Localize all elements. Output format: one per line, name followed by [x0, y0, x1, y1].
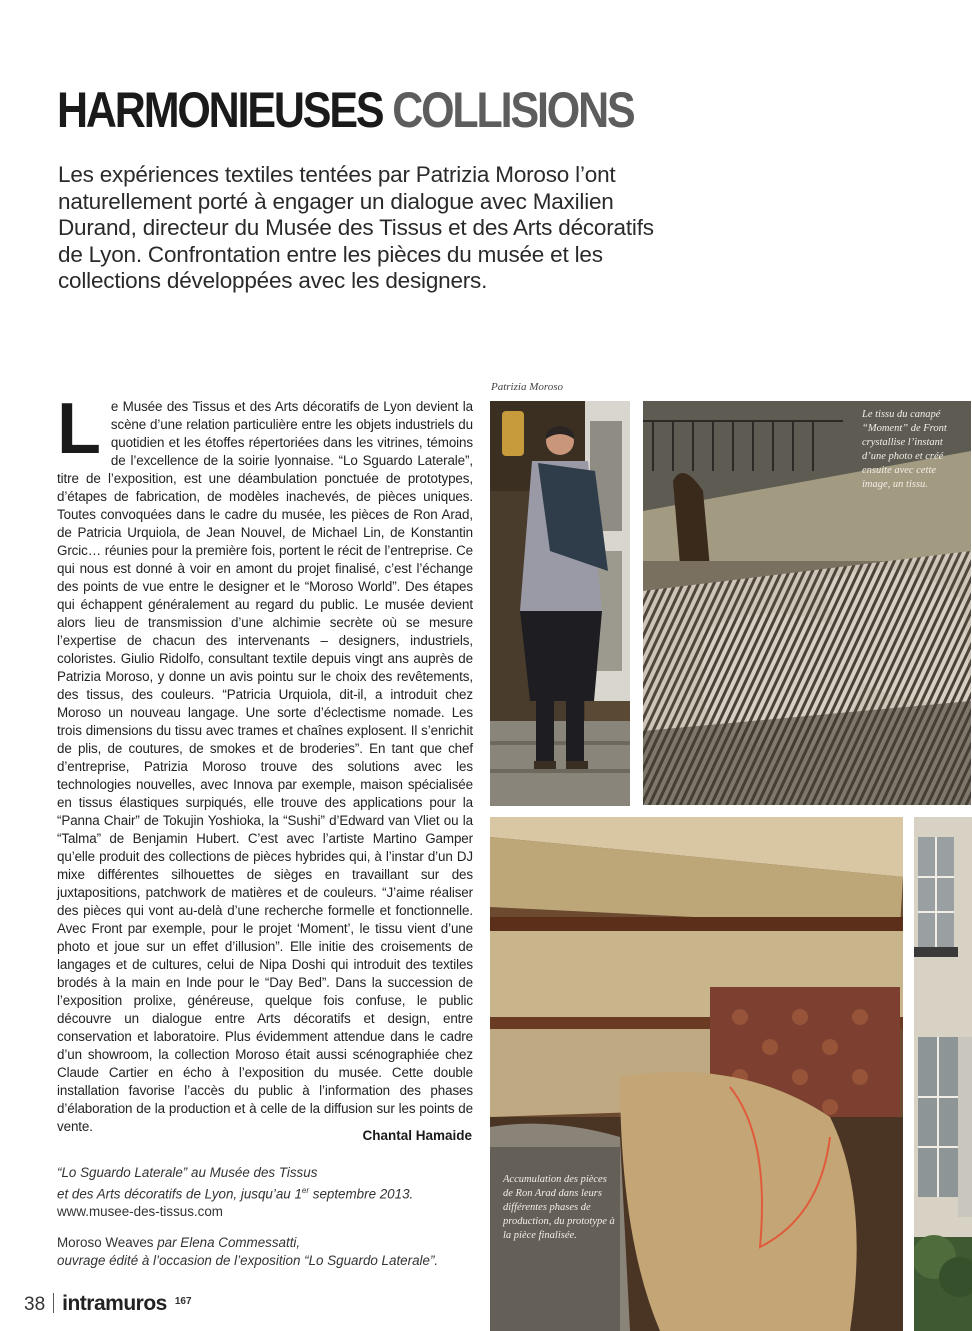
- dropcap: L: [57, 389, 101, 469]
- page-footer: [24, 1290, 192, 1316]
- article-title: [57, 82, 634, 138]
- exhibition-line-1: “Lo Sguardo Laterale” au Musée des Tissus: [57, 1165, 318, 1180]
- exhibition-info: [57, 1164, 477, 1221]
- article-body: [57, 389, 473, 1136]
- title-dark: HARMONIEUSES: [57, 82, 383, 138]
- issue-number: 167: [174, 1296, 192, 1307]
- footer-divider: [53, 1293, 54, 1313]
- exhibition-date-pre: et des Arts décoratifs de Lyon, jusqu’au 1: [57, 1186, 302, 1202]
- book-line-1: [57, 1234, 487, 1252]
- book-info: [57, 1234, 487, 1270]
- arad-caption: Accumulation des pièces de Ron Arad dans leurs différentes phases de production, du prototype à la pièce finalisée.: [503, 1174, 615, 1241]
- book-author: par Elena Commessatti,: [157, 1235, 301, 1250]
- magazine-name: intramuros: [62, 1292, 167, 1315]
- front-caption: Le tissu du canapé “Moment” de Front crystallise l’instant d’une photo et créé ensuite avec cette image, un tissu.: [862, 409, 947, 490]
- book-description: ouvrage édité à l’occasion de l’exposition “Lo Sguardo Laterale”.: [57, 1253, 439, 1268]
- exhibition-line-2: [57, 1182, 477, 1203]
- page-number: 38: [24, 1294, 46, 1315]
- arad-photo: [490, 817, 903, 1331]
- exhibition-date-post: septembre 2013.: [309, 1186, 414, 1202]
- exhibition-date-sup: er: [301, 1186, 310, 1195]
- author-signature: Chantal Hamaide: [362, 1128, 472, 1143]
- portrait-photo: [490, 401, 630, 806]
- book-line-2: [57, 1252, 487, 1270]
- title-light: COLLISIONS: [392, 82, 634, 138]
- portrait-caption: Patrizia Moroso: [491, 381, 564, 393]
- article-lede: Les expériences textiles tentées par Patrizia Moroso l’ont naturellement porté à engager un dialogue avec Maxilien Durand, directeur du Musée des Tissus et des Arts décoratifs de Lyon. Confrontation entre les pièces du musée et les collections développées avec les designers.: [58, 162, 654, 293]
- body-paragraph: e Musée des Tissus et des Arts décoratifs de Lyon devient la scène d’une relation particulière entre les objets industriels du quotidien et les étoffes répertoriées dans les vitrines, témoins de l’excellence de la soirie lyonnaise. “Lo Sguardo Laterale”, titre de l’exposition, est une déambulation ponctuée de prototypes, d’étapes de fabrication, de modèles inachevés, de pièces uniques. Toutes convoquées dans le cadre du musée, les pièces de Ron Arad, de Patricia Urquiola, de Jean Nouvel, de Michael Lin, de Konstantin Grcic… réunies pour la première fois, portent le récit de l’entreprise. Ce qui nous est donné à voir en amont du projet finalisé, c’est l’échange des points de vue entre le designer et le “Moroso World”. Des étapes qui échappent généralement au regard du public. Le musée devient alors lieu de transmission d’une alchimie secrète où se mesure l’expertise de chacun des intervenants – designers, industriels, coloristes. Giulio Ridolfo, consultant textile depuis vingt ans auprès de Patrizia Moroso, y donne un avis pointu sur le choix des revêtements, des tissus, des couleurs. “Patricia Urquiola, dit-il, a introduit chez Moroso un nouveau langage. Une sorte d’éclectisme nomade. Les trois dimensions du tissu avec trames et chaînes explosent. Il s’enrichit de plis, de coutures, de smokes et de broderies”. En tant que chef d’entreprise, Patrizia Moroso trouve des solutions avec les technologies nouvelles, avec Innova par exemple, maison spécialisée en tissus élastiques surpiqués, elle trouve des applications pour la “Panna Chair” de Tokujin Yoshioka, la “Sushi” d’Edward van Vliet ou la “Talma” de Benjamin Hubert. C’est avec l’artiste Martino Gamper qu’elle produit des collections de pièces hybrides qui, à l’instar d’un DJ mixe différentes silhouettes de sièges en travaillant sur des juxtapositions, patchwork de matières et de couleurs. “J’aime réaliser des pièces qui vont au-delà d’une recherche formelle et fonctionnelle. Avec Front par exemple, pour le projet ‘Moment’, le tissu vient d’une photo et joue sur un effet d’illusion”. Elle initie des croisements de langages et de cultures, celui de Nipa Doshi qui introduit des textiles brodés à la main en Inde pour le “Day Bed”. Dans la succession de l’exposition prolixe, généreuse, quelque fois confuse, le public découvre un dialogue entre Arts décoratifs et design, entre conservation et laboratoire. Plus évidemment attendue dans le cadre d’un showroom, la collection Moroso était aussi scénographiée chez Claude Cartier en écho à l’exposition du musée. Cette double installation favorise l’accès du public à l’information des phases d’élaboration de la production et à celle de la diffusion sur les points de vente.: [57, 399, 473, 1134]
- building-photo: [914, 817, 972, 1331]
- museum-url[interactable]: www.musee-des-tissus.com: [57, 1204, 223, 1220]
- book-title: Moroso Weaves: [57, 1235, 158, 1250]
